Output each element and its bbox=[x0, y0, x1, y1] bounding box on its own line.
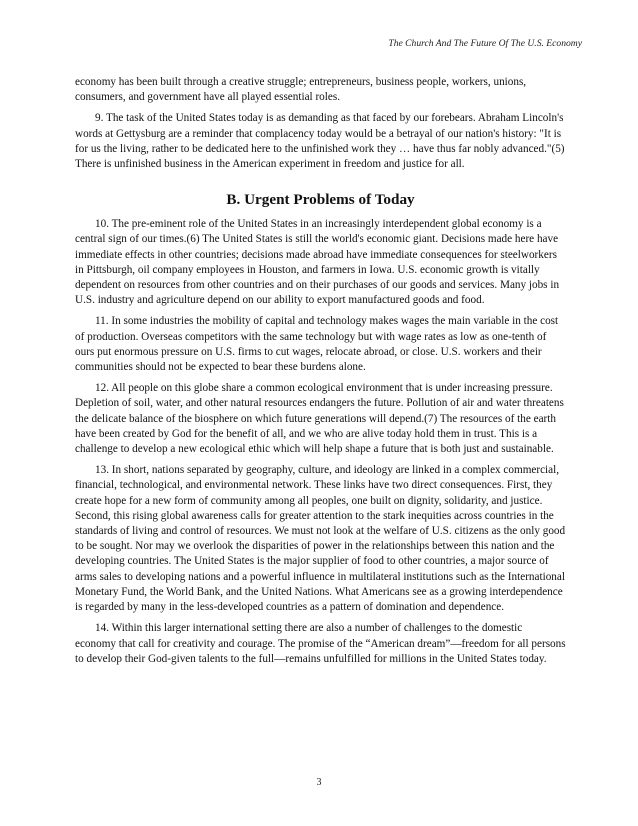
paragraph-11: 11. In some industries the mobility of capital and technology makes wages the main variable in the cost of production. Overseas competitors with the same technology but with wage rates as low as one-tenth of ours put enormous pressure on U.S. firms to cut wages, relocate abroad, or close. U.S. workers and their communities should not be expected to bear these burdens alone. bbox=[75, 315, 559, 374]
paragraph-14: 14. Within this larger international setting there are also a number of challenges to the domestic economy that call for creativity and courage. The promise of the “American dream”—freedom for all persons to develop their God-given talents to the full—remains unfulfilled for millions in the United States today. bbox=[75, 622, 566, 665]
body-text bbox=[75, 75, 566, 673]
page-number: 3 bbox=[316, 777, 322, 788]
running-header: The Church And The Future Of The U.S. Economy bbox=[388, 38, 582, 49]
paragraph-13: 13. In short, nations separated by geography, culture, and ideology are linked in a complex commercial, financial, technological, and environmental network. These links have two direct consequences. First, they create hope for a new form of community among all peoples, one built on dignity, solidarity, and justice. Second, this rising global awareness calls for greater attention to the stark inequities across countries in the standards of living and control of resources. We must not look at the welfare of U.S. citizens as the only good to be sought. Nor may we overlook the disparities of power in the relationships between this nation and the developing countries. The United States is the major supplier of food to other countries, a major source of arms sales to developing nations and a powerful influence in multilateral institutions such as the International Monetary Fund, the World Bank, and the United Nations. What Americans see as a growing interdependence is regarded by many in the less-developed countries as a pattern of domination and dependence. bbox=[75, 464, 566, 614]
paragraph-12: 12. All people on this globe share a common ecological environment that is under increasing pressure. Depletion of soil, water, and other natural resources endangers the future. Pollution of air and water threatens the delicate balance of the biosphere on which future generations will depend.(7) The resources of the earth have been created by God for the benefit of all, and we who are alive today hold them in trust. This is a challenge to develop a new ecological ethic which will help shape a future that is both just and sustainable. bbox=[75, 382, 564, 456]
section-heading: B. Urgent Problems of Today bbox=[226, 191, 415, 209]
paragraph-9: 9. The task of the United States today is as demanding as that faced by our forebears. Abraham Lincoln's words at Gettysburg are a reminder that complacency today would be a betrayal of our nation's history: "It is for us the living, rather to be dedicated here to the unfinished work they … have thus far nobly advanced."(5) There is unfinished business in the American experiment in freedom and justice for all. bbox=[75, 112, 565, 171]
paragraph-continued: economy has been built through a creative struggle; entrepreneurs, business people, workers, unions, consumers, and government have all played essential roles. bbox=[75, 76, 527, 104]
paragraph-10: 10. The pre-eminent role of the United States in an increasingly interdependent global economy is a central sign of our times.(6) The United States is still the world's economic giant. Decisions made here have immediate effects in other countries; decisions made abroad have immediate consequences for steelworkers in Pittsburgh, oil company employees in Houston, and farmers in Iowa. U.S. economic growth is vitally dependent on resources from other countries and on their purchases of our goods and services. Many jobs in U.S. industry and agriculture depend on our ability to export manufactured goods and food. bbox=[75, 218, 560, 307]
